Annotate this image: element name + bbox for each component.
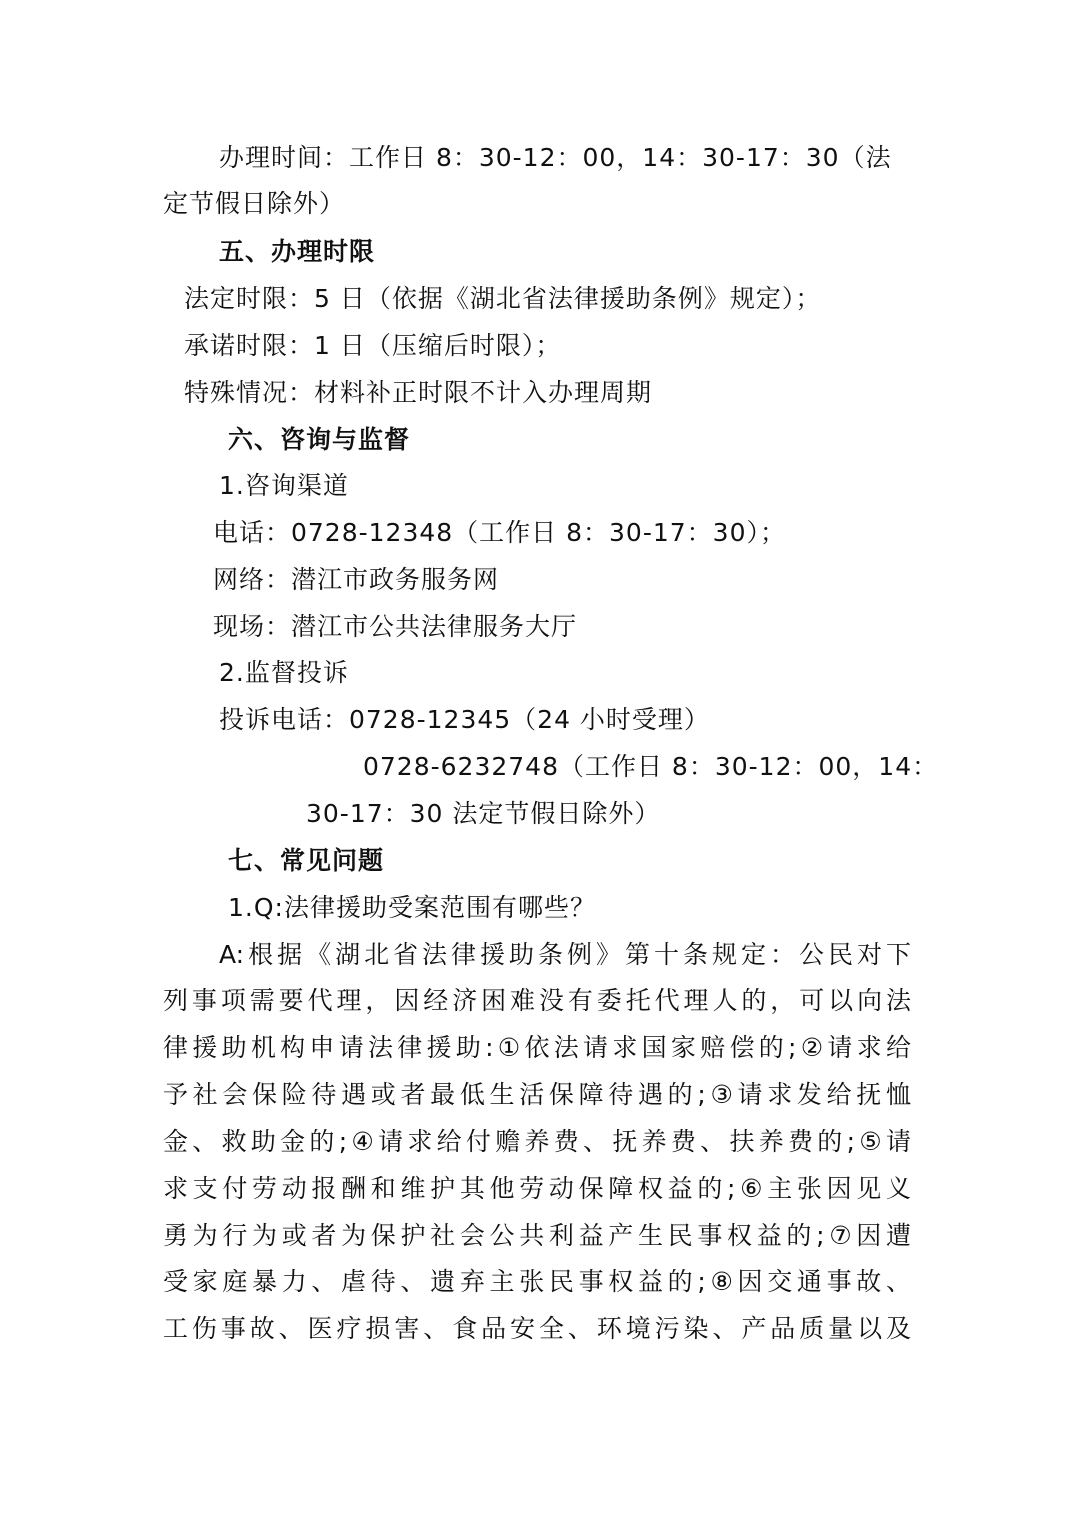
faq-answer-line-4: 予社会保险待遇或者最低生活保障待遇的;③请求发给抚恤 — [163, 1080, 911, 1109]
complaint-phone-1: 投诉电话：0728-12345（24 小时受理） — [219, 705, 710, 734]
legal-time-limit: 法定时限：5 日（依据《湖北省法律援助条例》规定）； — [184, 284, 822, 313]
faq-answer-line-8: 受家庭暴力、虐待、遗弃主张民事权益的;⑧因交通事故、 — [163, 1267, 911, 1296]
faq-answer-line-9: 工伤事故、医疗损害、食品安全、环境污染、产品质量以及 — [163, 1314, 911, 1343]
special-circumstances: 特殊情况：材料补正时限不计入办理周期 — [184, 378, 653, 407]
faq-question-1: 1.Q:法律援助受案范围有哪些？ — [228, 893, 596, 922]
complaint-phone-2: 0728-6232748（工作日 8：30-12：00，14： — [363, 752, 939, 781]
faq-answer-line-6: 求支付劳动报酬和维护其他劳动保障权益的;⑥主张因见义 — [163, 1174, 911, 1203]
complaint-title: 2.监督投诉 — [219, 658, 349, 687]
consult-web: 网络：潜江市政务服务网 — [213, 565, 500, 594]
handling-time-line-cont: 定节假日除外） — [163, 189, 346, 218]
section-heading-5: 五、办理时限 — [219, 237, 376, 266]
consult-channels-title: 1.咨询渠道 — [219, 471, 349, 500]
faq-answer-line-3: 律援助机构申请法律援助:①依法请求国家赔偿的;②请求给 — [163, 1033, 911, 1062]
faq-answer-line-1: A:根据《湖北省法律援助条例》第十条规定：公民对下 — [219, 940, 911, 969]
complaint-phone-2-cont: 30-17：30 法定节假日除外） — [306, 799, 661, 828]
faq-answer-line-7: 勇为行为或者为保护社会公共利益产生民事权益的;⑦因遭 — [163, 1221, 911, 1250]
faq-answer-line-2: 列事项需要代理，因经济困难没有委托代理人的，可以向法 — [163, 986, 911, 1015]
promised-time-limit: 承诺时限：1 日（压缩后时限）； — [184, 331, 562, 360]
consult-phone: 电话：0728-12348（工作日 8：30-17：30）； — [213, 518, 786, 547]
faq-answer-line-5: 金、救助金的;④请求给付赡养费、抚养费、扶养费的;⑤请 — [163, 1127, 911, 1156]
section-heading-7: 七、常见问题 — [228, 846, 385, 875]
consult-onsite: 现场：潜江市公共法律服务大厅 — [213, 612, 578, 641]
handling-time-line: 办理时间：工作日 8：30-12：00，14：30-17：30（法 — [219, 143, 892, 172]
section-heading-6: 六、咨询与监督 — [228, 425, 411, 454]
